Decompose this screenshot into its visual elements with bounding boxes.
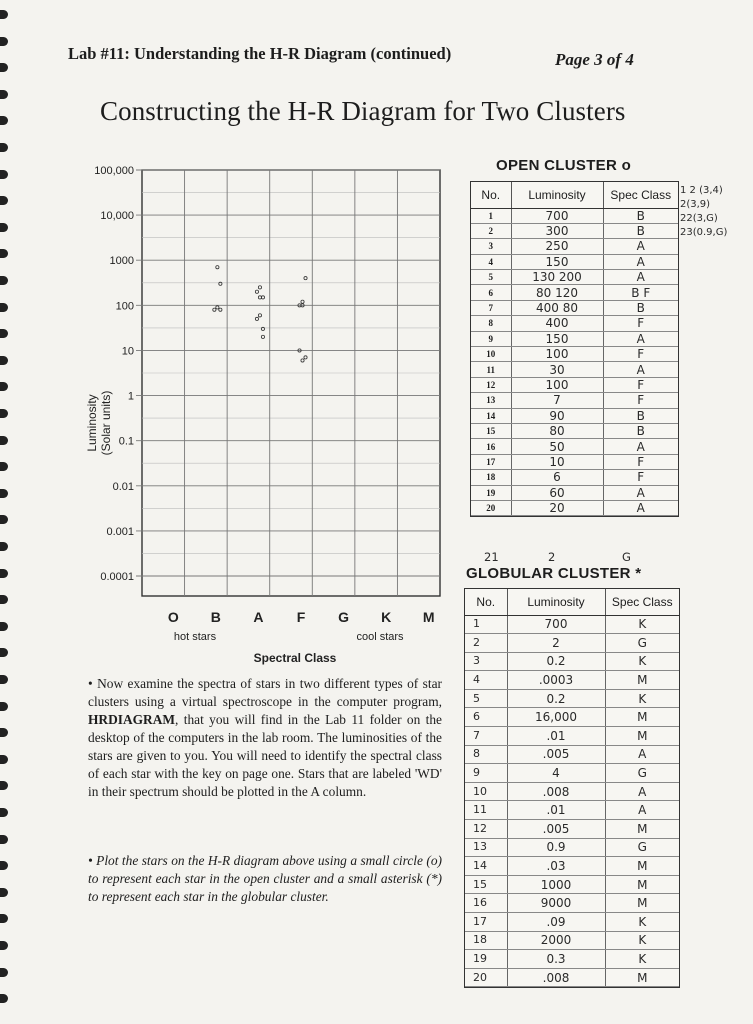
spec-class-cell[interactable]: K (605, 689, 679, 708)
binding-hole (0, 914, 8, 923)
open-cluster-point (213, 308, 216, 311)
x-category-label: B (210, 609, 221, 625)
binding-hole (0, 728, 8, 737)
y-tick-label: 1 (127, 390, 134, 403)
binding-hole (0, 595, 8, 604)
row-number[interactable]: 17 (465, 913, 507, 932)
table-row (465, 838, 679, 857)
luminosity-cell[interactable]: 700 (507, 615, 605, 634)
row-number[interactable]: 14 (471, 408, 511, 423)
row-number[interactable]: 20 (465, 968, 507, 987)
y-tick-label: 100,000 (94, 165, 134, 177)
luminosity-cell[interactable]: 100 (511, 347, 603, 362)
table-row (465, 894, 679, 913)
table-row (465, 634, 679, 653)
binding-hole (0, 116, 8, 125)
binding-hole (0, 303, 8, 312)
binding-hole (0, 382, 8, 391)
spec-class-cell[interactable]: A (605, 801, 679, 820)
open-cluster-point (304, 356, 307, 359)
section-title: Constructing the H-R Diagram for Two Clusters (100, 96, 626, 126)
spec-class-cell[interactable]: K (605, 950, 679, 969)
luminosity-cell[interactable]: 150 (511, 254, 603, 269)
open-extra-class: G (622, 550, 631, 564)
open-cluster-point (261, 335, 264, 338)
binding-hole (0, 170, 8, 179)
open-cluster-point (301, 304, 304, 307)
handwritten-side-notes: 1 2 (3,4) 2(3,9) 22(3,G) 23(0.9,G) (680, 185, 728, 238)
table-row (465, 615, 679, 634)
binding-hole (0, 63, 8, 72)
binding-hole (0, 489, 8, 498)
luminosity-cell[interactable]: 100 (511, 377, 603, 392)
binding-hole (0, 409, 8, 418)
row-number[interactable]: 2 (471, 223, 511, 238)
row-number[interactable]: 10 (465, 782, 507, 801)
spec-class-cell[interactable]: K (605, 615, 679, 634)
spec-class-cell[interactable]: K (605, 652, 679, 671)
open-cluster-point (298, 349, 301, 352)
col-luminosity: Luminosity (507, 589, 605, 615)
spec-class-cell[interactable]: F (603, 347, 678, 362)
luminosity-cell[interactable]: 150 (511, 331, 603, 346)
table-row (471, 300, 678, 315)
col-spec-class: Spec Class (605, 589, 679, 615)
binding-hole (0, 542, 8, 551)
table-row (465, 968, 679, 987)
row-number[interactable]: 6 (465, 708, 507, 727)
binding-hole (0, 569, 8, 578)
row-number[interactable]: 4 (471, 254, 511, 269)
binding-hole (0, 968, 8, 977)
binding-hole (0, 356, 8, 365)
table-row (465, 782, 679, 801)
y-axis-label: Luminosity (85, 394, 99, 452)
col-no: No. (465, 589, 507, 615)
open-cluster-table (470, 181, 679, 517)
program-name: HRDIAGRAM (88, 712, 176, 727)
table-row (471, 393, 678, 408)
row-number[interactable]: 2 (465, 634, 507, 653)
open-cluster-point (301, 300, 304, 303)
binding-hole (0, 675, 8, 684)
open-cluster-point (255, 317, 258, 320)
table-row (465, 727, 679, 746)
col-no: No. (471, 182, 511, 208)
spec-class-cell[interactable]: M (605, 968, 679, 987)
binding-hole (0, 329, 8, 338)
y-tick-label: 0.01 (112, 480, 134, 493)
table-row (471, 239, 678, 254)
plot-frame (142, 170, 440, 596)
row-number[interactable]: 9 (471, 331, 511, 346)
table-row (465, 875, 679, 894)
spec-class-cell[interactable]: B (603, 208, 678, 223)
spiral-binding (0, 10, 10, 1020)
binding-hole (0, 941, 8, 950)
luminosity-cell[interactable]: 2000 (507, 931, 605, 950)
luminosity-cell[interactable]: 400 80 (511, 300, 603, 315)
spec-class-cell[interactable]: A (603, 270, 678, 285)
row-number[interactable]: 18 (471, 470, 511, 485)
open-cluster-point (304, 277, 307, 280)
y-tick-label: 1000 (109, 255, 134, 268)
luminosity-cell[interactable]: 60 (511, 485, 603, 500)
row-number[interactable]: 13 (471, 393, 511, 408)
table-row (465, 652, 679, 671)
luminosity-cell[interactable]: .005 (507, 820, 605, 839)
luminosity-cell[interactable]: 80 120 (511, 285, 603, 300)
table-row (465, 764, 679, 783)
y-tick-label: 10 (121, 345, 134, 358)
luminosity-cell[interactable]: 0.2 (507, 652, 605, 671)
col-spec-class: Spec Class (603, 182, 678, 208)
y-tick-label: 100 (115, 300, 134, 313)
table-row (471, 208, 678, 223)
spec-class-cell[interactable]: A (605, 782, 679, 801)
row-number[interactable]: 15 (465, 875, 507, 894)
binding-hole (0, 249, 8, 258)
open-cluster-title: OPEN CLUSTER o (496, 157, 632, 174)
open-cluster-point (216, 306, 219, 309)
binding-hole (0, 648, 8, 657)
table-row (471, 377, 678, 392)
luminosity-cell[interactable]: 300 (511, 223, 603, 238)
binding-hole (0, 276, 8, 285)
spec-class-cell[interactable]: A (603, 362, 678, 377)
row-number[interactable]: 11 (471, 362, 511, 377)
luminosity-cell[interactable]: .03 (507, 857, 605, 876)
luminosity-cell[interactable]: 30 (511, 362, 603, 377)
spec-class-cell[interactable]: G (605, 838, 679, 857)
table-row (465, 708, 679, 727)
open-cluster-point (258, 296, 261, 299)
luminosity-cell[interactable]: 0.3 (507, 950, 605, 969)
row-number[interactable]: 20 (471, 500, 511, 515)
luminosity-cell[interactable]: 700 (511, 208, 603, 223)
row-number[interactable]: 12 (465, 820, 507, 839)
row-number[interactable]: 7 (465, 727, 507, 746)
spec-class-cell[interactable]: A (603, 254, 678, 269)
binding-hole (0, 90, 8, 99)
row-number[interactable]: 5 (471, 270, 511, 285)
row-number[interactable]: 1 (465, 615, 507, 634)
open-extra-lum: 2 (548, 550, 556, 564)
luminosity-cell[interactable]: .008 (507, 968, 605, 987)
binding-hole (0, 994, 8, 1003)
row-number[interactable]: 19 (471, 485, 511, 500)
open-cluster-point (255, 290, 258, 293)
spec-class-cell[interactable]: B F (603, 285, 678, 300)
spec-class-cell[interactable]: F (603, 393, 678, 408)
table-row (471, 423, 678, 438)
table-row (465, 671, 679, 690)
spec-class-cell[interactable]: A (603, 331, 678, 346)
open-cluster-point (261, 327, 264, 330)
table-row (471, 347, 678, 362)
binding-hole (0, 462, 8, 471)
spec-class-cell[interactable]: A (603, 239, 678, 254)
spec-class-cell[interactable]: B (603, 300, 678, 315)
page-number: Page 3 of 4 (555, 50, 634, 69)
binding-hole (0, 888, 8, 897)
globular-cluster-table (464, 588, 680, 988)
row-number[interactable]: 4 (465, 671, 507, 690)
open-cluster-point (219, 308, 222, 311)
luminosity-cell[interactable]: .01 (507, 801, 605, 820)
y-tick-label: 10,000 (100, 210, 134, 223)
table-row (465, 857, 679, 876)
spec-class-cell[interactable]: G (605, 634, 679, 653)
row-number[interactable]: 8 (471, 316, 511, 331)
open-cluster-point (258, 286, 261, 289)
row-number[interactable]: 16 (471, 439, 511, 454)
luminosity-cell[interactable]: 0.9 (507, 838, 605, 857)
table-row (471, 500, 678, 515)
binding-hole (0, 755, 8, 764)
x-axis-label: Spectral Class (253, 651, 337, 665)
binding-hole (0, 835, 8, 844)
open-cluster-point (258, 314, 261, 317)
table-row (471, 470, 678, 485)
table-row (465, 913, 679, 932)
luminosity-cell[interactable]: .005 (507, 745, 605, 764)
luminosity-cell[interactable]: 10 (511, 454, 603, 469)
spec-class-cell[interactable]: M (605, 671, 679, 690)
y-tick-label: 0.001 (106, 525, 134, 538)
y-axis-label-units: (Solar units) (99, 390, 113, 456)
luminosity-cell[interactable]: .0003 (507, 671, 605, 690)
row-number[interactable]: 8 (465, 745, 507, 764)
table-row (471, 485, 678, 500)
y-tick-label: 0.0001 (100, 571, 134, 583)
spec-class-cell[interactable]: G (605, 764, 679, 783)
table-row (465, 801, 679, 820)
spec-class-cell[interactable]: F (603, 316, 678, 331)
row-number[interactable]: 7 (471, 300, 511, 315)
binding-hole (0, 808, 8, 817)
spec-class-cell[interactable]: B (603, 408, 678, 423)
spec-class-cell[interactable]: M (605, 894, 679, 913)
row-number[interactable]: 5 (465, 689, 507, 708)
binding-hole (0, 515, 8, 524)
x-category-label: K (381, 609, 392, 625)
open-cluster-point (301, 359, 304, 362)
luminosity-cell[interactable]: 90 (511, 408, 603, 423)
spec-class-cell[interactable]: F (603, 377, 678, 392)
binding-hole (0, 37, 8, 46)
row-number[interactable]: 17 (471, 454, 511, 469)
table-row (465, 931, 679, 950)
spec-class-cell[interactable]: B (603, 223, 678, 238)
open-cluster-point (261, 296, 264, 299)
spec-class-cell[interactable]: K (605, 931, 679, 950)
row-number[interactable]: 6 (471, 285, 511, 300)
luminosity-cell[interactable]: .09 (507, 913, 605, 932)
table-row (471, 331, 678, 346)
spec-class-cell[interactable]: M (605, 708, 679, 727)
table-row (471, 408, 678, 423)
luminosity-cell[interactable]: 80 (511, 423, 603, 438)
luminosity-cell[interactable]: .008 (507, 782, 605, 801)
row-number[interactable]: 12 (471, 377, 511, 392)
row-number[interactable]: 16 (465, 894, 507, 913)
col-luminosity: Luminosity (511, 182, 603, 208)
page-header (68, 44, 708, 69)
x-category-label: G (338, 609, 350, 625)
open-cluster-point (298, 304, 301, 307)
table-row (471, 254, 678, 269)
spec-class-cell[interactable]: B (603, 423, 678, 438)
luminosity-cell[interactable]: 9000 (507, 894, 605, 913)
luminosity-cell[interactable]: 6 (511, 470, 603, 485)
table-row (471, 223, 678, 238)
table-row (471, 362, 678, 377)
instructions-paragraph-2: • Plot the stars on the H-R diagram above using a small circle (o) to represent each star in the open cluster and a small asterisk (*) to represent each star in the globular cluster. (88, 853, 442, 904)
row-number[interactable]: 19 (465, 950, 507, 969)
globular-cluster-title: GLOBULAR CLUSTER * (466, 565, 642, 582)
luminosity-cell[interactable]: .01 (507, 727, 605, 746)
table-row (471, 439, 678, 454)
luminosity-cell[interactable]: 7 (511, 393, 603, 408)
table-row (465, 689, 679, 708)
lab-title: Lab #11: Understanding the H-R Diagram (continued) (68, 44, 452, 63)
spec-class-cell[interactable]: M (605, 875, 679, 894)
row-number[interactable]: 3 (471, 239, 511, 254)
spec-class-cell[interactable]: A (605, 745, 679, 764)
y-tick-label: 0.1 (118, 435, 134, 448)
table-row (471, 270, 678, 285)
luminosity-cell[interactable]: 50 (511, 439, 603, 454)
binding-hole (0, 10, 8, 19)
luminosity-cell[interactable]: 0.2 (507, 689, 605, 708)
table-row (471, 316, 678, 331)
row-number[interactable]: 13 (465, 838, 507, 857)
binding-hole (0, 781, 8, 790)
row-number[interactable]: 15 (471, 423, 511, 438)
spec-class-cell[interactable]: A (603, 485, 678, 500)
row-number[interactable]: 18 (465, 931, 507, 950)
luminosity-cell[interactable]: 130 200 (511, 270, 603, 285)
open-cluster-point (216, 266, 219, 269)
cool-stars-label: cool stars (356, 631, 404, 643)
binding-hole (0, 143, 8, 152)
spec-class-cell[interactable]: K (605, 913, 679, 932)
luminosity-cell[interactable]: 4 (507, 764, 605, 783)
table-row (471, 285, 678, 300)
luminosity-cell[interactable]: 400 (511, 316, 603, 331)
binding-hole (0, 861, 8, 870)
x-category-label: A (253, 609, 264, 625)
table-row (465, 950, 679, 969)
row-number[interactable]: 1 (471, 208, 511, 223)
spec-class-cell[interactable]: M (605, 727, 679, 746)
spec-class-cell[interactable]: F (603, 454, 678, 469)
spec-class-cell[interactable]: M (605, 857, 679, 876)
luminosity-cell[interactable]: 2 (507, 634, 605, 653)
x-category-label: O (167, 609, 179, 625)
spec-class-cell[interactable]: M (605, 820, 679, 839)
hot-stars-label: hot stars (173, 631, 217, 643)
binding-hole (0, 196, 8, 205)
luminosity-cell[interactable]: 16,000 (507, 708, 605, 727)
binding-hole (0, 223, 8, 232)
binding-hole (0, 702, 8, 711)
luminosity-cell[interactable]: 250 (511, 239, 603, 254)
row-number[interactable]: 11 (465, 801, 507, 820)
instructions-paragraph-1: • Now examine the spectra of stars in two different types of star clusters using a virtual spectroscope in the computer program, HRDIAGRAM, that you will find in the Lab 11 folder on the desktop of the computers in the lab room. The luminosities of the stars are given to you. You will need to identify the spectral class of each star with the key on page one. Stars that are labeled 'WD' in their spectrum should be plotted in the A column. (88, 676, 442, 799)
row-number[interactable]: 14 (465, 857, 507, 876)
luminosity-cell[interactable]: 20 (511, 500, 603, 515)
row-number[interactable]: 10 (471, 347, 511, 362)
row-number[interactable]: 3 (465, 652, 507, 671)
row-number[interactable]: 9 (465, 764, 507, 783)
table-row (465, 745, 679, 764)
x-category-label: F (296, 609, 306, 625)
binding-hole (0, 436, 8, 445)
spec-class-cell[interactable]: A (603, 500, 678, 515)
x-category-label: M (422, 609, 435, 625)
open-cluster-point (219, 282, 222, 285)
open-extra-no: 21 (484, 550, 499, 564)
luminosity-cell[interactable]: 1000 (507, 875, 605, 894)
table-row (471, 454, 678, 469)
spec-class-cell[interactable]: A (603, 439, 678, 454)
binding-hole (0, 622, 8, 631)
table-row (465, 820, 679, 839)
spec-class-cell[interactable]: F (603, 470, 678, 485)
